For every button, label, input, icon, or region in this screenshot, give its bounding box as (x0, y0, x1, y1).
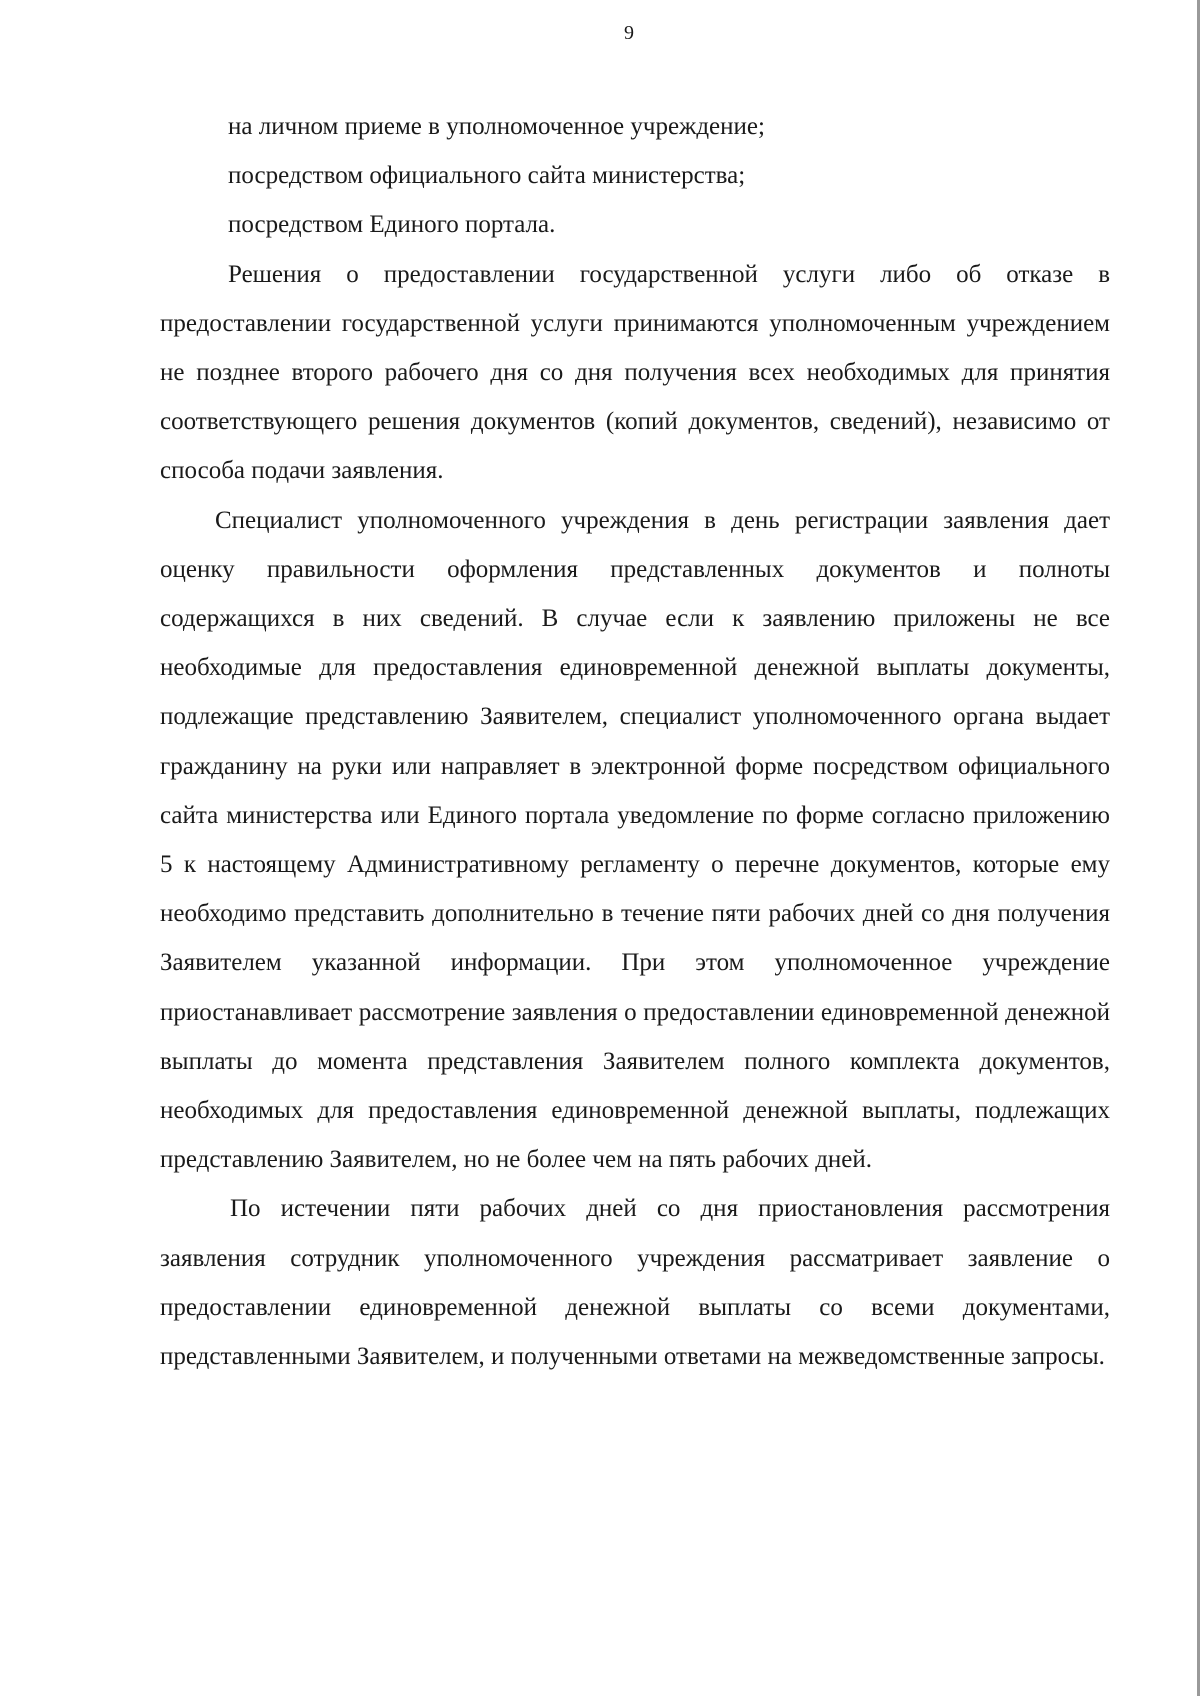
paragraph-decision-terms: Решения о предоставлении государственной услуги либо об отказе в предоставлении государственной услуги принимаются уполномоченным учреждением не позднее второго рабочего дня со дня получения всех необходимых для принятия соответствующего решения документов (копий документов, сведений), независимо от способа подачи заявления. (160, 260, 1110, 485)
list-line-personal-visit: на личном приеме в уполномоченное учреждение; (228, 113, 765, 140)
paragraph-document-review: Специалист уполномоченного учреждения в день регистрации заявления дает оценку правильности оформления представленных документов и полноты содержащихся в них сведений. В случае если к заявлению приложены не все необходимые для предоставления единовременной денежной выплаты документы, подлежащие представлению Заявителем, специалист уполномоченного органа выдает гражданину на руки или направляет в электронной форме посредством официального сайта министерства или Единого портала уведомление по форме согласно приложению 5 к настоящему Административному регламенту о перечне документов, которые ему необходимо представить дополнительно в течение пяти рабочих дней со дня получения Заявителем указанной информации. При этом уполномоченное учреждение приостанавливает рассмотрение заявления о предоставлении единовременной денежной выплаты до момента представления Заявителем полного комплекта документов, необходимых для предоставления единовременной денежной выплаты, подлежащих представлению Заявителем, но не более чем на пять рабочих дней. (160, 506, 1110, 1174)
list-line-single-portal: посредством Единого портала. (228, 211, 556, 239)
paragraph-after-suspension: По истечении пяти рабочих дней со дня приостановления рассмотрения заявления сотрудник уполномоченного учреждения рассматривает заявление о предоставлении единовременной денежной выплаты со всеми документами, представленными Заявителем, и полученными ответами на межведомственные запросы. (160, 1195, 1110, 1371)
document-body (160, 102, 1110, 1381)
list-line-official-site: посредством официального сайта министерства; (228, 162, 746, 190)
page-number: 9 (624, 22, 634, 44)
